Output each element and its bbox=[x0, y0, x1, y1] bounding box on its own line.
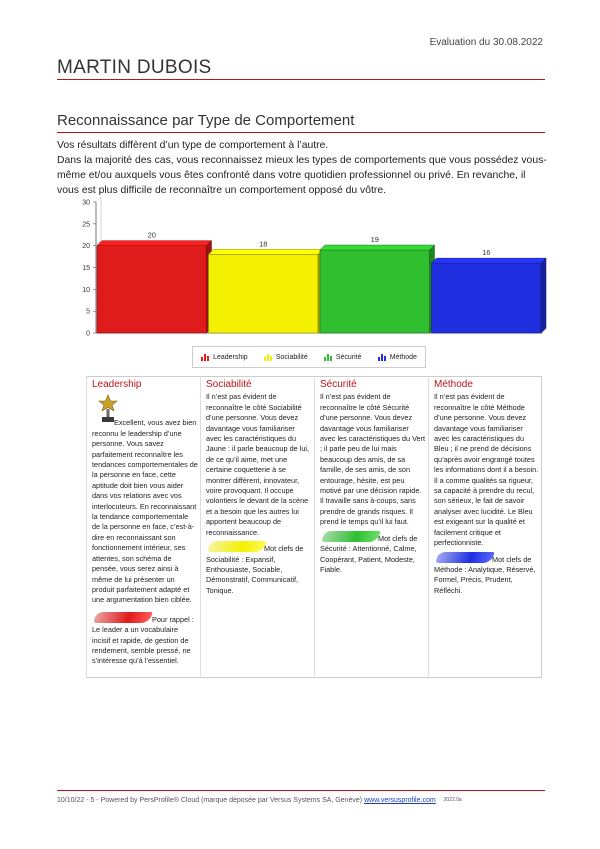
bar-top-Sécurité bbox=[320, 245, 435, 250]
leadership-text: Excellent, vous avez bien reconnu le leadership d’une personne. Vous savez parfaitement reconnaître les tendances comportementales de la personne en face, cette aptitude doit bien vous aider dans vos relations avec vos interlocuteurs. En reconnaissant la tendance comportementale de la personne en face, c’est-à-dire en reconnaissant son fonctionnement intérieur, ses attentes, son schéma de pensée, vous serez ainsi à même de lui présenter un produit parfaitement adapté et une argumentation bien ciblée. bbox=[92, 418, 198, 605]
behaviour-columns bbox=[86, 376, 542, 678]
y-tick-label: 5 bbox=[86, 308, 90, 316]
header-divider bbox=[57, 79, 545, 80]
intro-line-2: Dans la majorité des cas, vous reconnaissez mieux les types de comportements que vous possédez vous-même et/ou auxquels vous êtes confronté dans votre quotidien professionnel ou privé. En revanche, il vous est plus difficile de reconnaître un comportement opposé du vôtre. bbox=[57, 155, 547, 196]
leadership-brush bbox=[93, 612, 153, 623]
y-gridline bbox=[96, 197, 101, 202]
footer-divider bbox=[57, 790, 545, 791]
y-tick-label: 20 bbox=[82, 243, 90, 251]
y-tick-label: 0 bbox=[86, 330, 90, 338]
y-tick-label: 25 bbox=[82, 221, 90, 229]
column-securite bbox=[314, 376, 428, 678]
footer-link[interactable]: www.versusprofile.com bbox=[364, 797, 436, 804]
data-label: 19 bbox=[370, 235, 379, 245]
person-name: MARTIN DUBOIS bbox=[57, 57, 212, 78]
securite-keywords: Mot clefs de Sécurité : Attentionné, Calme, Coopérant, Patient, Modeste, Fiable. bbox=[320, 533, 418, 574]
bar-Leadership bbox=[97, 246, 207, 333]
bar-Sécurité bbox=[320, 250, 430, 333]
legend-label: Méthode bbox=[389, 353, 417, 361]
y-tick-label: 15 bbox=[82, 265, 90, 272]
leadership-title: Leadership bbox=[92, 379, 142, 390]
section-divider bbox=[57, 132, 545, 133]
y-tick-label: 10 bbox=[82, 286, 90, 294]
sociabilite-keywords: Mot clefs de Sociabilité : Expansif, Enthousiaste, Sociable, Démonstratif, Communicatif, Tonique. bbox=[206, 544, 304, 595]
bar-top-Méthode bbox=[432, 258, 547, 263]
legend-item bbox=[324, 354, 362, 361]
intro-text bbox=[57, 138, 549, 198]
sociabilite-text: Il n’est pas évident de reconnaître le côté Sociabilité d’une personne. Vous devez davantage vous familiariser avec les caractéristiques du Jaune : il parle beaucoup de lui, de ce qu’il aime, met une certaine coquetterie à se montrer différent, innovateur, voire provoquant. Il occupe volontiers le devant de la scène et a besoin que les autres lui apportent beaucoup de reconnaissance. bbox=[206, 392, 310, 537]
legend-item bbox=[264, 354, 308, 361]
legend-swatch bbox=[378, 354, 386, 361]
footer-text: 10/10/22 - 5 - Powered by PersProfile® Cloud (marque déposée par Versus Systems SA, Genève) bbox=[57, 797, 365, 804]
column-leadership bbox=[86, 376, 200, 678]
intro-line-1: Vos résultats diffèrent d’un type de comportement à l’autre. bbox=[57, 140, 329, 151]
securite-text: Il n’est pas évident de reconnaître le côté Sécurité d’une personne. Vous devez davantage vous familiariser avec les caractéristiques du Vert ; il parle peu de lui mais beaucoup des amis, de sa famille, de ses amis, de son entourage, hésite, est peu motivé par une décision rapide. Il travaille sans à-coups, sans prendre de grands risques. Il prend le temps qu’il lui faut. bbox=[320, 392, 426, 527]
evaluation-date: Evaluation du 30.08.2022 bbox=[429, 37, 543, 48]
data-label: 16 bbox=[482, 248, 491, 258]
securite-title: Sécurité bbox=[320, 379, 357, 390]
bar-top-Leadership bbox=[97, 241, 212, 246]
legend-item bbox=[378, 354, 417, 361]
legend-label: Sociabilité bbox=[275, 353, 308, 361]
sociabilite-title: Sociabilité bbox=[206, 379, 252, 390]
legend-item bbox=[201, 354, 248, 361]
bar-Sociabilité bbox=[209, 254, 319, 333]
y-tick-label: 30 bbox=[82, 199, 90, 207]
footer bbox=[57, 797, 462, 804]
data-label: 20 bbox=[147, 230, 156, 240]
methode-keywords: Mot clefs de Méthode : Analytique, Réservé, Formel, Précis, Prudent, Réfléchi. bbox=[434, 554, 536, 595]
methode-brush bbox=[435, 552, 495, 563]
legend-swatch bbox=[324, 354, 332, 361]
methode-text: Il n’est pas évident de reconnaître le côté Méthode d’une personne. Vous devez davantage vous familiariser avec les caractéristiques du Bleu ; il ne prend de décisions qu’après avoir engrangé toutes les informations dont il a besoin. Il a comme qualités sa rigueur, sa capacité à prendre du recul, son sérieux, le fait de savoir analyser avec lucidité. Le Bleu est exigeant sur la qualité et facilement critique et perfectionniste. bbox=[434, 392, 539, 548]
bar-Méthode bbox=[432, 263, 542, 333]
section-title: Reconnaissance par Type de Comportement bbox=[57, 112, 355, 129]
chart-legend bbox=[192, 346, 426, 368]
legend-label: Leadership bbox=[213, 353, 248, 361]
bar-chart bbox=[74, 196, 554, 342]
sociabilite-brush bbox=[207, 541, 267, 552]
securite-brush bbox=[321, 531, 381, 542]
column-methode bbox=[428, 376, 542, 678]
bar-side-Méthode bbox=[541, 258, 546, 333]
bar-top-Sociabilité bbox=[209, 249, 324, 254]
legend-label: Sécurité bbox=[335, 353, 362, 361]
leadership-reminder: Pour rappel : Le leader a un vocabulaire incisif et rapide, de gestion de rendement, semble pressé, ne s’intéresse qu’à l’essentiel. bbox=[92, 614, 194, 666]
y-gridline bbox=[96, 219, 101, 224]
column-sociabilite bbox=[200, 376, 314, 678]
footer-version: 2022.0a bbox=[443, 797, 462, 803]
data-label: 18 bbox=[259, 239, 268, 249]
methode-title: Méthode bbox=[434, 379, 473, 390]
legend-swatch bbox=[201, 354, 209, 361]
legend-swatch bbox=[264, 354, 272, 361]
